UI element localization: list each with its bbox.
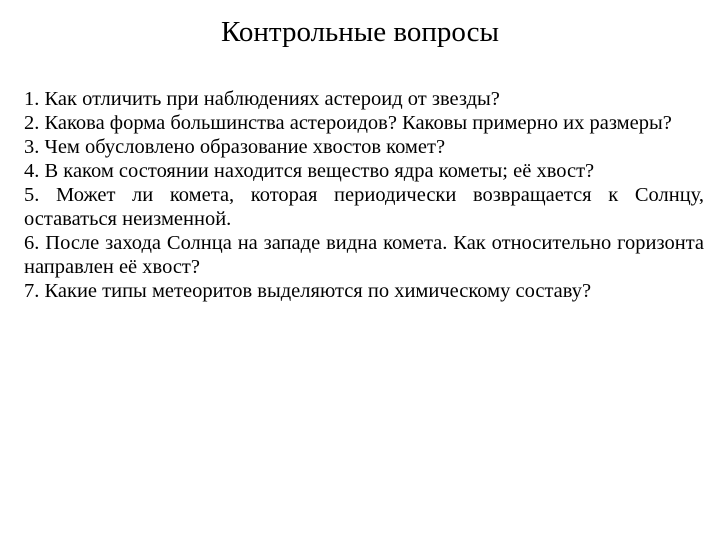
question-item: 2. Какова форма большинства астероидов? Каковы примерно их размеры? bbox=[24, 112, 672, 134]
question-item: 3. Чем обусловлено образование хвостов комет? bbox=[24, 136, 446, 158]
question-item: 6. После захода Солнца на западе видна комета. Как относительно горизонта направлен её хвост? bbox=[24, 232, 704, 278]
question-item: 5. Может ли комета, которая периодически возвращается к Солнцу, оставаться неизменной. bbox=[24, 184, 704, 230]
question-item: 4. В каком состоянии находится вещество ядра кометы; её хвост? bbox=[24, 160, 595, 182]
question-item: 1. Как отличить при наблюдениях астероид от звезды? bbox=[24, 88, 500, 110]
slide-title: Контрольные вопросы bbox=[221, 16, 499, 48]
question-list bbox=[24, 87, 704, 303]
question-item: 7. Какие типы метеоритов выделяются по химическому составу? bbox=[24, 280, 592, 302]
